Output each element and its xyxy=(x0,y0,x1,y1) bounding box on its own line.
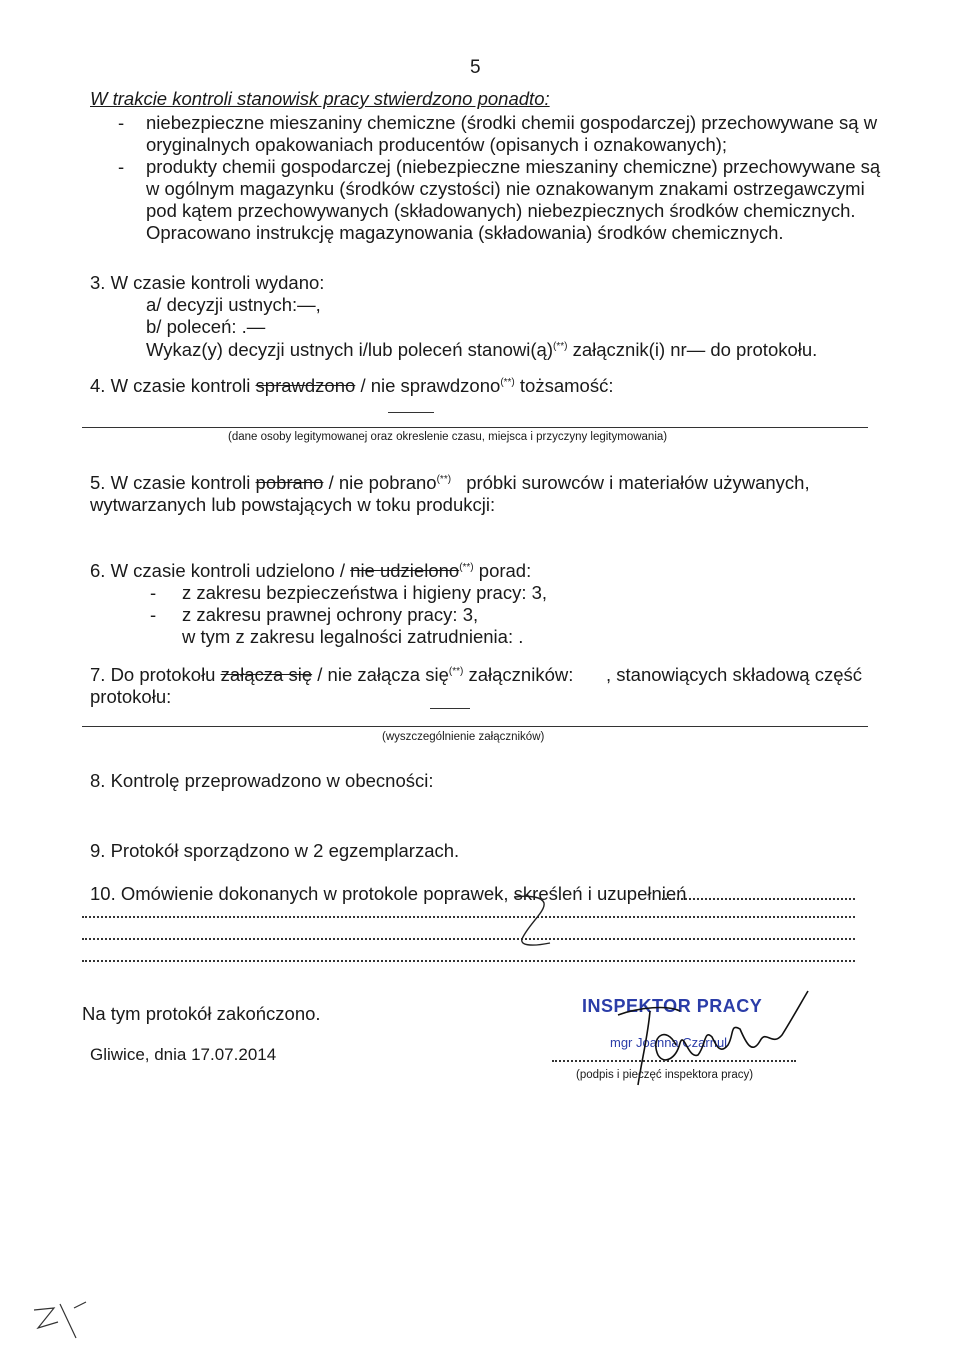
section-3-a: a/ decyzji ustnych:—, xyxy=(146,294,321,315)
section-7-end: , stanowiących składową część xyxy=(606,664,863,685)
section-4-option: / nie sprawdzono xyxy=(360,375,501,396)
initials-mark xyxy=(30,1298,100,1348)
finding-line-6: Opracowano instrukcję magazynowania (składowania) środków chemicznych. xyxy=(146,222,784,243)
advice-bhp xyxy=(182,582,547,604)
wykaz-text: Wykaz(y) decyzji ustnych i/lub poleceń stanowi(ą) xyxy=(146,339,553,360)
section-3-wykaz: Wykaz(y) decyzji ustnych i/lub poleceń stanowi(ą)(**) załącznik(i) nr— do protokołu. xyxy=(146,339,818,360)
section-3-title: 3. W czasie kontroli wydano: xyxy=(90,272,325,293)
struck-option: nie udzielono xyxy=(350,560,460,581)
closing-text: Na tym protokół zakończono. xyxy=(82,1003,321,1024)
page-number: 5 xyxy=(470,57,481,78)
section-8: 8. Kontrolę przeprowadzono w obecności: xyxy=(90,770,434,791)
section-7-caption: (wyszczególnienie załączników) xyxy=(382,731,545,743)
dotted-line xyxy=(82,916,855,918)
list-dash: - xyxy=(118,156,125,177)
dash-mark xyxy=(430,708,470,709)
section-5-option: / nie pobrano xyxy=(328,472,437,493)
section-7-line-2: protokołu: xyxy=(90,686,172,707)
section-5-text: 5. W czasie kontroli xyxy=(90,472,251,493)
finding-line-2: oryginalnych opakowaniach producentów (opisanych i oznakowanych); xyxy=(146,134,728,155)
section-6-end: porad: xyxy=(478,560,532,581)
inspector-stamp-name: mgr Joanna Czarnul xyxy=(610,1035,728,1050)
list-dash: - xyxy=(118,112,125,133)
dotted-line xyxy=(82,960,855,962)
finding-line-3: produkty chemii gospodarczej (niebezpieczne mieszaniny chemiczne) przechowywane są xyxy=(146,156,881,177)
struck-option: pobrano xyxy=(255,472,324,493)
dotted-line xyxy=(662,898,855,900)
dash-mark xyxy=(388,412,434,413)
fill-line xyxy=(82,726,868,727)
signature-dotted-line xyxy=(552,1060,796,1062)
advice-law xyxy=(182,604,478,626)
section-3-b: b/ poleceń: .— xyxy=(146,316,266,337)
section-10: 10. Omówienie dokonanych w protokole poprawek, skreśleń i uzupełnień xyxy=(90,883,687,904)
section-4-text: 4. W czasie kontroli xyxy=(90,375,251,396)
advice-law-label: z zakresu prawnej ochrony pracy: xyxy=(182,604,458,625)
struck-option: sprawdzono xyxy=(255,375,356,396)
section-4 xyxy=(90,375,613,397)
section-7-line-1 xyxy=(90,664,573,686)
finding-line-5: pod kątem przechowywanych (składowanych) niebezpiecznych środków chemicznych. xyxy=(146,200,856,221)
section-7-text: 7. Do protokołu xyxy=(90,664,216,685)
list-dash: - xyxy=(150,582,157,603)
advice-legality xyxy=(182,626,523,648)
fill-line xyxy=(82,427,868,428)
marker: (**) xyxy=(500,376,515,388)
advice-bhp-label: z zakresu bezpieczeństwa i higieny pracy: xyxy=(182,582,527,603)
orders-label: b/ poleceń: xyxy=(146,316,237,337)
wykaz-end: do protokołu. xyxy=(710,339,818,360)
wykaz-attachment: załącznik(i) nr xyxy=(572,339,687,360)
section-5-line-1 xyxy=(90,472,810,494)
marker: (**) xyxy=(448,665,464,677)
finding-line-1: niebezpieczne mieszaniny chemiczne (środki chemii gospodarczej) przechowywane są w xyxy=(146,112,878,133)
dotted-line xyxy=(82,938,855,940)
list-dash: - xyxy=(150,604,157,625)
advice-legality-label: w tym z zakresu legalności zatrudnienia: xyxy=(182,626,514,647)
section-9: 9. Protokół sporządzono w 2 egzemplarzach. xyxy=(90,840,460,861)
marker: (**) xyxy=(436,473,452,485)
struck-option: załącza się xyxy=(220,664,313,685)
crossout-mark xyxy=(500,885,560,965)
marker: (**) xyxy=(553,340,568,352)
section-7-attachments: załączników: xyxy=(468,664,574,685)
section-4-end: tożsamość: xyxy=(519,375,614,396)
advice-legality-value: . xyxy=(518,626,524,647)
advice-bhp-count: 3, xyxy=(531,582,548,603)
marker: (**) xyxy=(459,561,474,573)
inspector-stamp-title: INSPEKTOR PRACY xyxy=(582,996,763,1016)
place-date: Gliwice, dnia 17.07.2014 xyxy=(90,1045,277,1064)
section-5-line-2: wytwarzanych lub powstających w toku produkcji: xyxy=(90,494,496,515)
findings-heading: W trakcie kontroli stanowisk pracy stwierdzono ponadto: xyxy=(90,88,550,109)
section-7-option: / nie załącza się xyxy=(317,664,449,685)
section-4-caption: (dane osoby legitymowanej oraz okreslenie czasu, miejsca i przyczyny legitymowania) xyxy=(228,431,668,443)
signature-caption: (podpis i pieczęć inspektora pracy) xyxy=(576,1069,754,1081)
section-6 xyxy=(90,560,531,582)
section-6-text: 6. W czasie kontroli udzielono / xyxy=(90,560,346,581)
finding-line-4: w ogólnym magazynku (środków czystości) nie oznakowanym znakami ostrzegawczymi xyxy=(146,178,865,199)
section-5-end: próbki surowców i materiałów używanych, xyxy=(466,472,810,493)
decisions-label: a/ decyzji ustnych: xyxy=(146,294,298,315)
advice-law-count: 3, xyxy=(462,604,479,625)
